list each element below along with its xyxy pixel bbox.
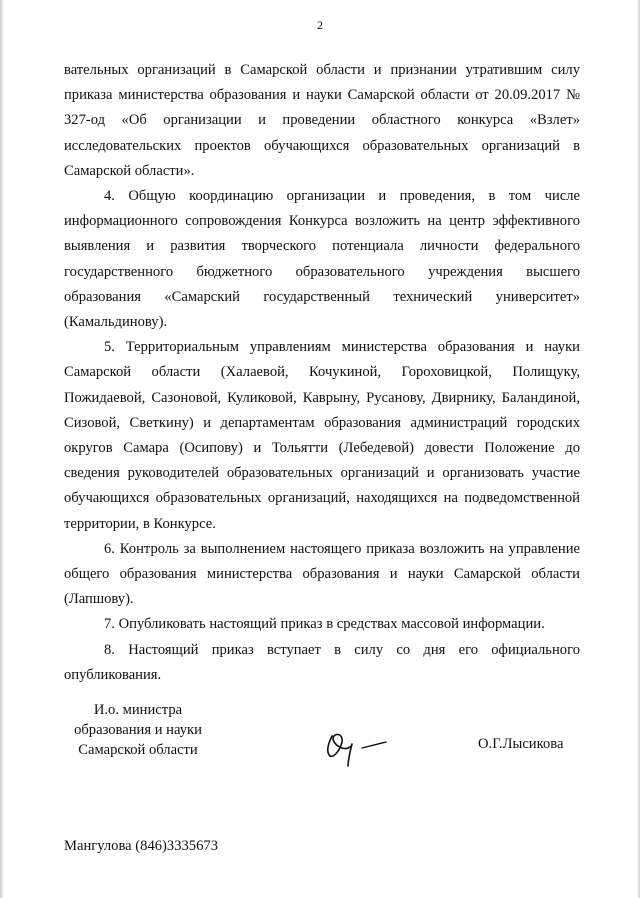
scan-edge-left	[0, 0, 4, 898]
signatory-title-line: Самарской области	[78, 742, 198, 758]
document-body	[64, 58, 580, 688]
paragraph-continuation: вательных организаций в Самарской области и признании утратившим силу приказа министерства образования и науки Самарской области от 20.09.2017 № 327-од «Об организации и проведении областного конкурса «Взлет» исследовательских проектов обучающихся образовательных организаций в Самарской области».	[64, 62, 580, 179]
paragraph-item-6: 6. Контроль за выполнением настоящего приказа возложить на управление общего образования министерства образования и науки Самарской области (Лапшову).	[64, 540, 580, 608]
signatory-title	[60, 700, 216, 760]
paragraph-item-8: 8. Настоящий приказ вступает в силу со дня его официального опубликования.	[64, 641, 580, 683]
signatory-name: О.Г.Лысикова	[478, 736, 564, 752]
page-number: 2	[317, 18, 323, 32]
paragraph-item-7: 7. Опубликовать настоящий приказ в средствах массовой информации.	[104, 616, 545, 633]
signatory-title-line: И.о. министра	[93, 702, 183, 718]
signatory-title-line: образования и науки	[74, 722, 202, 738]
handwritten-signature	[322, 722, 392, 768]
paragraph-item-5: 5. Территориальным управлениям министерства образования и науки Самарской области (Халаевой, Кочукиной, Гороховицкой, Полищуку, Пожидаевой, Сазоновой, Куликовой, Каврыну, Русанову, Двирнику, Баландиной, Сизовой, Светкину) и департаментам образования администраций городских округов Самара (Осипову) и Тольятти (Лебедевой) довести Положение до сведения руководителей образовательных организаций и организовать участие обучающихся образовательных организаций, находящихся на подведомственной территории, в Конкурсе.	[64, 339, 580, 532]
paragraph-item-4: 4. Общую координацию организации и проведения, в том числе информационного сопровождения Конкурса возложить на центр эффективного выявления и развития творческого потенциала личности федерального государственного бюджетного образовательного учреждения высшего образования «Самарский государственный технический университет» (Камальдинову).	[64, 188, 580, 331]
contact-line: Мангулова (846)3335673	[64, 838, 218, 854]
